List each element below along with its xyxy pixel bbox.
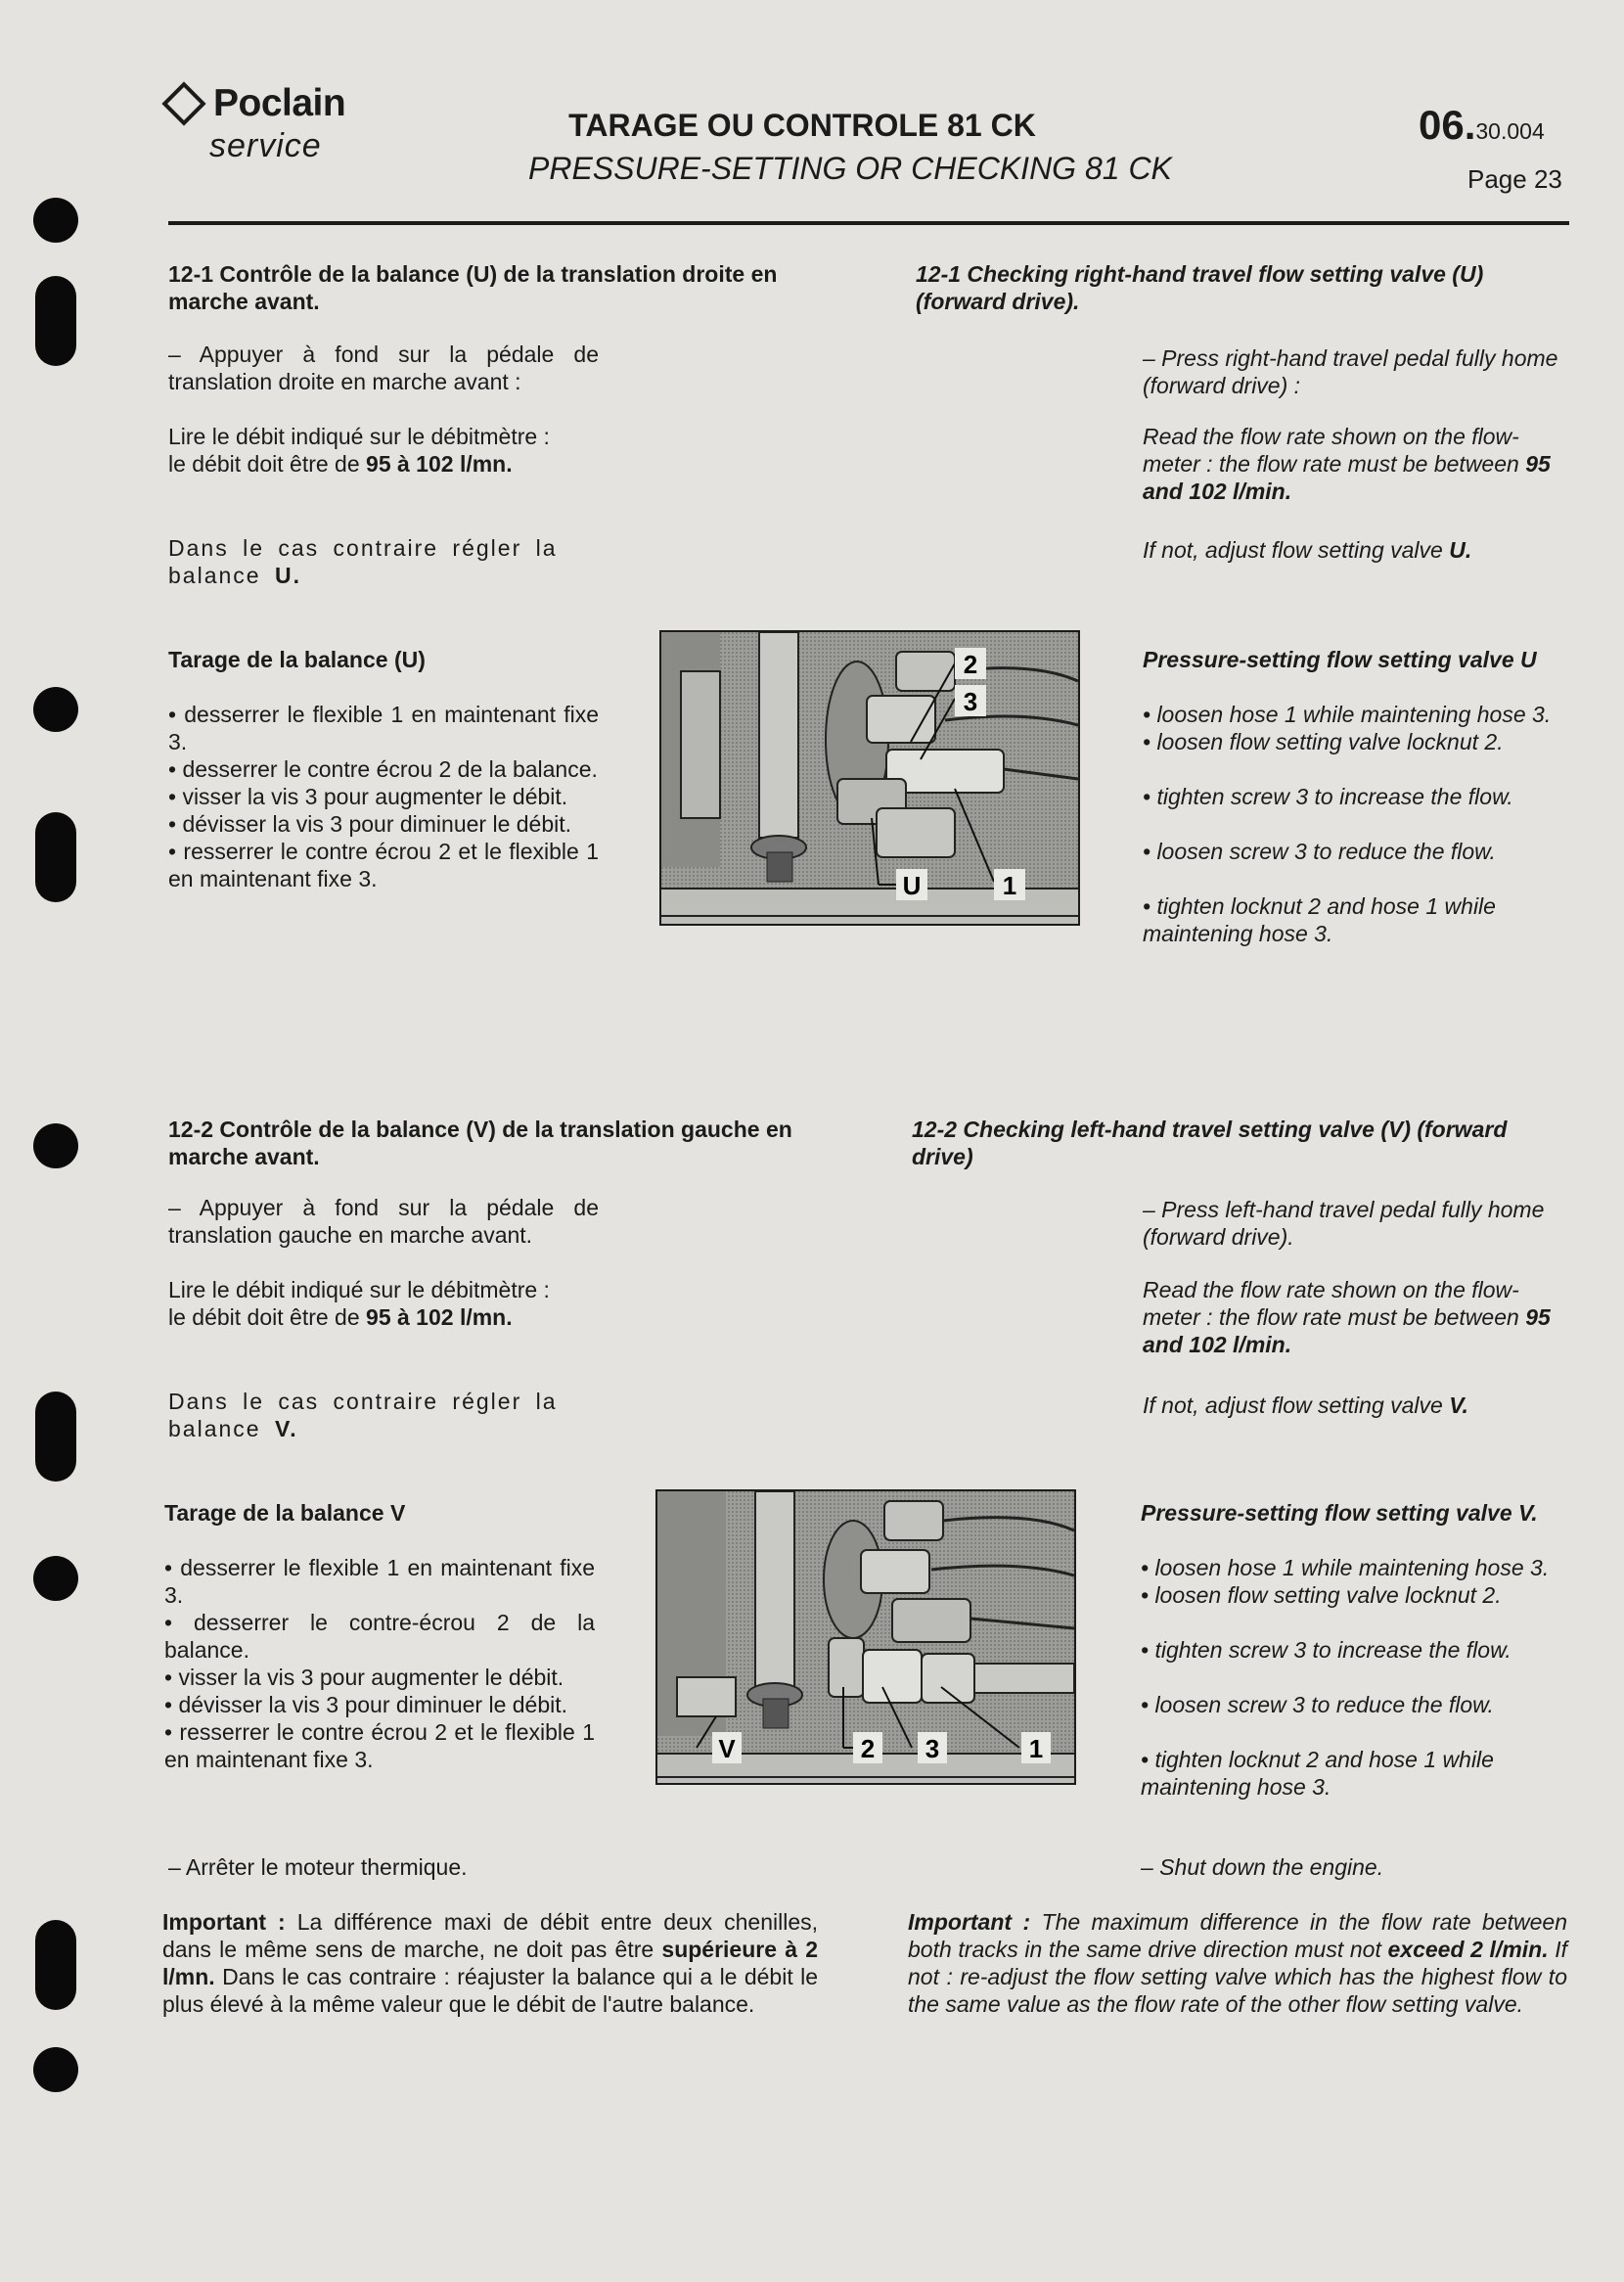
step-fr: • desserrer le flexible 1 en maintenant fixe 3.: [168, 702, 599, 754]
step-en: • loosen flow setting valve locknut 2.: [1141, 1582, 1502, 1608]
instruction-en: – Press left-hand travel pedal fully home (forward drive).: [1143, 1197, 1545, 1250]
reading-fr-line: Lire le débit indiqué sur le débitmètre :: [168, 1277, 550, 1302]
instruction-fr: – Appuyer à fond sur la pédale de translation gauche en marche avant.: [168, 1195, 599, 1248]
adjust-en: [1143, 536, 1569, 564]
step-fr: • resserrer le contre écrou 2 et le flexible 1 en maintenant fixe 3.: [168, 839, 599, 891]
stop-engine-fr: – Arrêter le moteur thermique.: [168, 1854, 468, 1880]
step-en: • loosen screw 3 to reduce the flow.: [1143, 839, 1496, 864]
adjust-fr-text: Dans le cas contraire régler la balance: [168, 535, 558, 588]
callout-label: U: [902, 871, 922, 900]
binder-hole: [35, 1392, 76, 1482]
adjust-fr: [168, 534, 599, 589]
adjust-fr: [168, 1388, 599, 1442]
callout-label: V: [718, 1734, 736, 1763]
step-fr: • desserrer le flexible 1 en maintenant fixe 3.: [164, 1555, 595, 1608]
steps-fr: [168, 701, 599, 892]
subheading-en: Pressure-setting flow setting valve V.: [1141, 1500, 1538, 1526]
brand-logo: [168, 82, 345, 125]
reading-en: [1143, 1276, 1569, 1358]
instruction-en: – Press right-hand travel pedal fully home (forward drive) :: [1143, 345, 1558, 398]
adjust-en-text: If not, adjust flow setting valve: [1143, 537, 1443, 563]
binder-hole: [33, 1123, 78, 1168]
important-en-text: The maximum difference in the flow rate between both tracks in the same drive direction must not: [908, 1909, 1567, 1962]
valve-letter-fr: V.: [274, 1416, 298, 1441]
important-en-limit: exceed 2 l/min.: [1387, 1937, 1549, 1962]
step-fr: • dévisser la vis 3 pour diminuer le débit.: [164, 1692, 568, 1717]
valve-u-illustration: [661, 632, 1078, 924]
adjust-fr-text: Dans le cas contraire régler la balance: [168, 1389, 558, 1441]
binder-hole: [33, 198, 78, 243]
reading-fr-line: Lire le débit indiqué sur le débitmètre :: [168, 424, 550, 449]
valve-u-photo: [659, 630, 1080, 926]
step-fr: • resserrer le contre écrou 2 et le flexible 1 en maintenant fixe 3.: [164, 1719, 595, 1772]
binder-hole: [33, 2047, 78, 2092]
steps-en: [1141, 1554, 1567, 1801]
important-note-en: [908, 1908, 1567, 2018]
document-number: [1419, 102, 1545, 149]
important-en-text: If not : re-adjust the flow setting valve which has the highest flow to the same value as the flow rate of the other flow setting valve.: [908, 1937, 1568, 2017]
reading-en-text: Read the flow rate shown on the flow-meter : the flow rate must be between: [1143, 1277, 1519, 1330]
flow-range-en: 95 and 102 l/min.: [1143, 1304, 1551, 1357]
step-en: • loosen hose 1 while maintening hose 3.: [1143, 702, 1552, 727]
flow-range-fr: 95 à 102 l/mn.: [366, 1304, 513, 1330]
step-fr: • desserrer le contre-écrou 2 de la balance.: [164, 1610, 595, 1663]
step-en: • tighten screw 3 to increase the flow.: [1141, 1637, 1511, 1663]
steps-fr: [164, 1554, 595, 1773]
step-en: • loosen hose 1 while maintening hose 3.: [1141, 1555, 1550, 1580]
diamond-logo-icon: [161, 81, 205, 125]
reading-en: [1143, 423, 1569, 505]
reading-fr-text: le débit doit être de: [168, 1304, 360, 1330]
important-note-fr: [162, 1908, 818, 2018]
subheading-fr: Tarage de la balance V: [164, 1500, 406, 1526]
step-fr: • desserrer le contre écrou 2 de la balance.: [168, 756, 598, 782]
callout-label: 2: [963, 650, 978, 679]
header-rule: [168, 221, 1569, 225]
binder-hole: [33, 687, 78, 732]
binder-hole: [35, 276, 76, 366]
step-en: • loosen screw 3 to reduce the flow.: [1141, 1692, 1494, 1717]
binder-hole: [35, 812, 76, 902]
callout-label: 3: [925, 1734, 940, 1763]
valve-letter-en: U.: [1449, 537, 1472, 563]
important-fr-text: Dans le cas contraire : réajuster la balance qui a le débit le plus élevé à la même valeur que le débit de l'autre balance.: [162, 1964, 819, 2017]
binder-hole: [33, 1556, 78, 1601]
brand-name: Poclain: [213, 82, 346, 124]
service-label: service: [209, 127, 322, 164]
valve-v-photo: [655, 1489, 1076, 1785]
step-en: • tighten screw 3 to increase the flow.: [1143, 784, 1513, 809]
valve-letter-en: V.: [1449, 1392, 1468, 1418]
subheading-en: Pressure-setting flow setting valve U: [1143, 647, 1537, 672]
step-en: • tighten locknut 2 and hose 1 while maintening hose 3.: [1141, 1747, 1494, 1800]
instruction-fr: – Appuyer à fond sur la pédale de translation droite en marche avant :: [168, 342, 599, 394]
step-fr: • dévisser la vis 3 pour diminuer le débit.: [168, 811, 572, 837]
reading-en-text: Read the flow rate shown on the flow-meter : the flow rate must be between: [1143, 424, 1519, 477]
flow-range-en: 95 and 102 l/min.: [1143, 451, 1551, 504]
step-fr: • visser la vis 3 pour augmenter le débit.: [164, 1665, 564, 1690]
valve-letter-fr: U.: [274, 563, 301, 588]
section-heading-en: 12-2 Checking left-hand travel setting valve (V) (forward drive): [912, 1117, 1508, 1169]
important-label-fr: Important :: [162, 1909, 286, 1935]
subheading-fr: Tarage de la balance (U): [168, 647, 426, 672]
valve-v-illustration: [657, 1491, 1074, 1783]
page-title-fr: TARAGE OU CONTROLE 81 CK: [568, 108, 1036, 143]
callout-label: 1: [1002, 871, 1017, 900]
steps-en: [1143, 701, 1569, 947]
doc-number-main: 06.: [1419, 102, 1476, 148]
step-en: • loosen flow setting valve locknut 2.: [1143, 729, 1504, 754]
binder-hole: [35, 1920, 76, 2010]
stop-engine-en: – Shut down the engine.: [1141, 1854, 1384, 1880]
callout-label: 2: [860, 1734, 876, 1763]
section-heading-fr: 12-2 Contrôle de la balance (V) de la translation gauche en marche avant.: [168, 1117, 792, 1169]
important-label-en: Important :: [908, 1909, 1031, 1935]
important-fr-text: La différence maxi de débit entre deux chenilles, dans le même sens de marche, ne doit pas être: [162, 1909, 819, 1962]
page-title-en: PRESSURE-SETTING OR CHECKING 81 CK: [528, 151, 1172, 186]
page-number: Page 23: [1467, 164, 1562, 194]
reading-fr: [168, 1276, 599, 1331]
callout-label: 1: [1028, 1734, 1044, 1763]
adjust-en-text: If not, adjust flow setting valve: [1143, 1392, 1443, 1418]
reading-fr: [168, 423, 599, 478]
section-heading-fr: 12-1 Contrôle de la balance (U) de la translation droite en marche avant.: [168, 261, 778, 314]
callout-label: 3: [963, 687, 978, 716]
step-fr: • visser la vis 3 pour augmenter le débit.: [168, 784, 568, 809]
reading-fr-text: le débit doit être de: [168, 451, 360, 477]
step-en: • tighten locknut 2 and hose 1 while maintening hose 3.: [1143, 893, 1496, 946]
important-fr-limit: supérieure à 2 l/mn.: [162, 1937, 819, 1989]
doc-number-sub: 30.004: [1475, 118, 1545, 144]
flow-range-fr: 95 à 102 l/mn.: [366, 451, 513, 477]
adjust-en: [1143, 1392, 1569, 1419]
section-heading-en: 12-1 Checking right-hand travel flow setting valve (U) (forward drive).: [916, 261, 1484, 314]
